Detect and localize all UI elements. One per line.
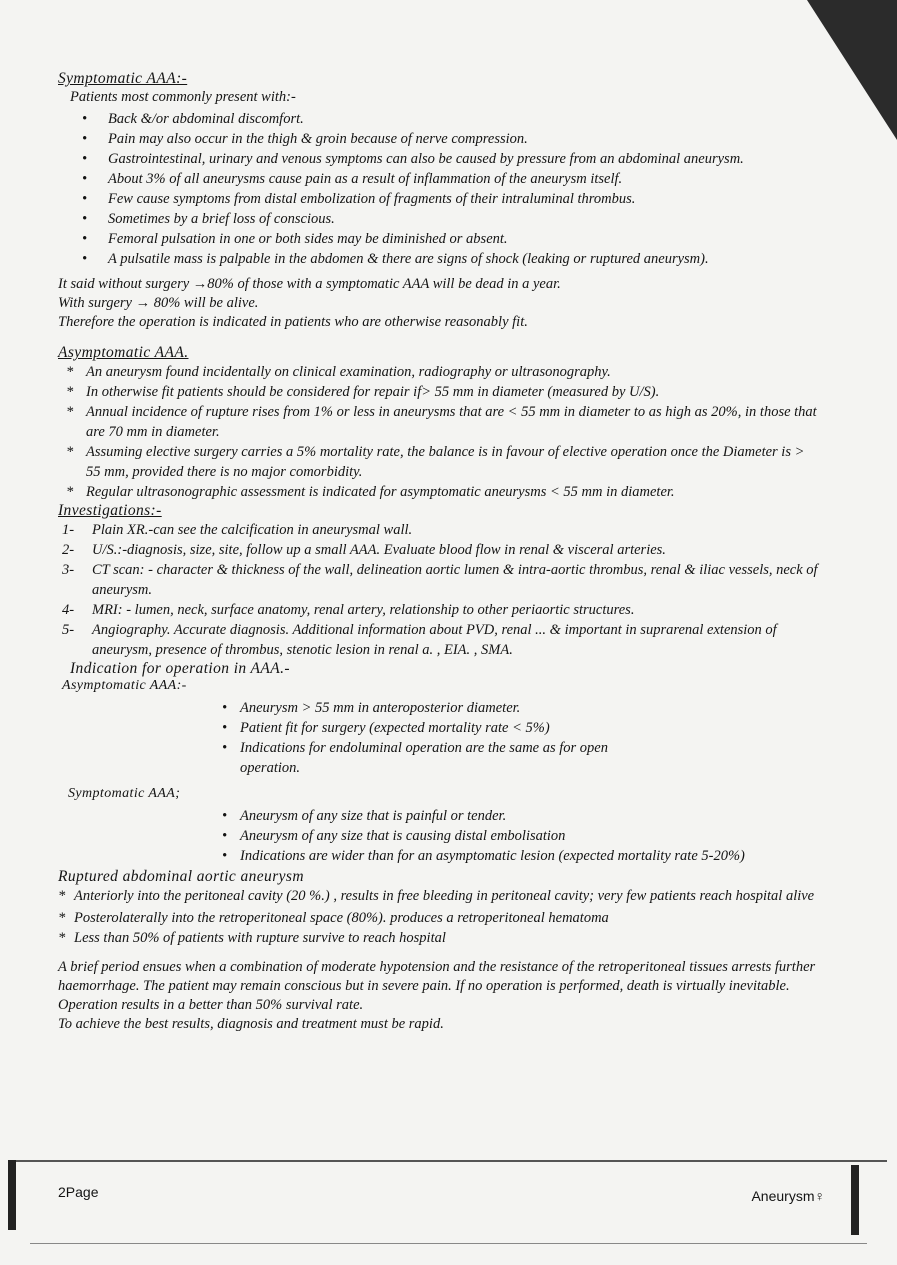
list-item: • Patient fit for surgery (expected mortality rate < 5%) [222,720,550,736]
bottom-rule [30,1243,867,1244]
list-item: • Gastrointestinal, urinary and venous symptoms can also be caused by pressure from an abdominal aneurysm. [82,151,744,167]
list-item: • About 3% of all aneurysms cause pain as a result of inflammation of the aneurysm itself. [82,171,623,187]
operation-indication: Therefore the operation is indicated in patients who are otherwise reasonably fit. [58,314,528,330]
list-item: * Regular ultrasonographic assessment is indicated for asymptomatic aneurysms < 55 mm in diameter. [66,484,675,500]
list-item: • A pulsatile mass is palpable in the abdomen & there are signs of shock (leaking or ruptured aneurysm). [82,251,709,267]
list-item: • Pain may also occur in the thigh & groin because of nerve compression. [82,131,528,147]
indication-heading: Indication for operation in AAA.- [70,660,290,677]
footer-bar-right [851,1165,859,1235]
scan-corner-shadow [807,0,897,140]
list-item: • Aneurysm of any size that is painful or tender. [222,808,507,824]
symptomatic-intro: Patients most commonly present with:- [70,89,296,105]
list-item: • Aneurysm > 55 mm in anteroposterior diameter. [222,700,521,716]
symptomatic-heading: Symptomatic AAA:- [58,70,188,87]
investigations-heading: Investigations:- [58,502,162,519]
footer-title: Aneurysm♀ [751,1188,825,1204]
asymptomatic-list [58,362,818,502]
list-item: • Indications for endoluminal operation are the same as for open operation. [222,740,608,776]
list-item: * Assuming elective surgery carries a 5% mortality rate, the balance is in favour of elective operation once the Diameter is > 55 mm, provided there is no major comorbidity. [66,444,805,480]
list-item: • Indications are wider than for an asymptomatic lesion (expected mortality rate 5-20%) [222,848,745,864]
list-item: * Anteriorly into the peritoneal cavity (20 %.) , results in free bleeding in peritoneal cavity; very few patients reach hospital alive [58,888,815,904]
list-item: * Annual incidence of rupture rises from 1% or less in aneurysms that are < 55 mm in diameter to as high as 20%, in those that are 70 mm in diameter. [66,404,817,440]
page-number: 2Page [58,1184,99,1200]
list-item: * Less than 50% of patients with rupture survive to reach hospital [58,930,446,946]
footer-bar-left [8,1160,16,1230]
indication-asymptomatic-list [58,698,818,778]
ruptured-list [58,886,818,948]
ruptured-closing: To achieve the best results, diagnosis and treatment must be rapid. [58,1016,444,1032]
list-item: • Back &/or abdominal discomfort. [82,111,304,127]
list-item: * In otherwise fit patients should be considered for repair if> 55 mm in diameter (measured by U/S). [66,384,660,400]
list-item: • Femoral pulsation in one or both sides may be diminished or absent. [82,231,508,247]
indication-symptomatic-heading: Symptomatic AAA; [68,786,181,801]
list-item: 4- MRI: - lumen, neck, surface anatomy, renal artery, relationship to other periaortic structures. [62,602,635,618]
list-item: • Aneurysm of any size that is causing distal embolisation [222,828,566,844]
list-item: • Sometimes by a brief loss of conscious. [82,211,335,227]
investigations-list [58,520,818,660]
list-item: • Few cause symptoms from distal embolization of fragments of their intraluminal thrombus. [82,191,636,207]
outcome-with-surgery: With surgery → 80% will be alive. [58,295,259,311]
ruptured-paragraph: A brief period ensues when a combination of moderate hypotension and the resistance of the retroperitoneal tissues arrests further haemorrhage. The patient may remain conscious but in severe pain. If no operation is performed, death is virtually inevitable. Operation results in a better than 50% survival rate. [58,959,816,1013]
document-page [58,70,818,1034]
asymptomatic-heading: Asymptomatic AAA. [58,344,189,361]
list-item: 3- CT scan: - character & thickness of the wall, delineation aortic lumen & intra-aortic thrombus, renal & iliac vessels, neck of aneurysm. [62,562,818,598]
outcome-without-surgery: It said without surgery →80% of those with a symptomatic AAA will be dead in a year. [58,276,561,292]
footer-rule [10,1160,887,1162]
list-item: 1- Plain XR.-can see the calcification in aneurysmal wall. [62,522,413,538]
list-item: 2- U/S.:-diagnosis, size, site, follow up a small AAA. Evaluate blood flow in renal & visceral arteries. [62,542,666,558]
indication-asymptomatic-heading: Asymptomatic AAA:- [62,678,187,693]
ruptured-heading: Ruptured abdominal aortic aneurysm [58,868,304,885]
list-item: * Posterolaterally into the retroperitoneal space (80%). produces a retroperitoneal hematoma [58,910,609,926]
list-item: * An aneurysm found incidentally on clinical examination, radiography or ultrasonography. [66,364,611,380]
list-item: 5- Angiography. Accurate diagnosis. Additional information about PVD, renal ... & important in suprarenal extension of aneurysm, presence of thrombus, stenotic lesion in renal a. , EIA. , SMA. [62,622,777,658]
symptomatic-list [58,109,818,269]
indication-symptomatic-list [58,806,818,866]
